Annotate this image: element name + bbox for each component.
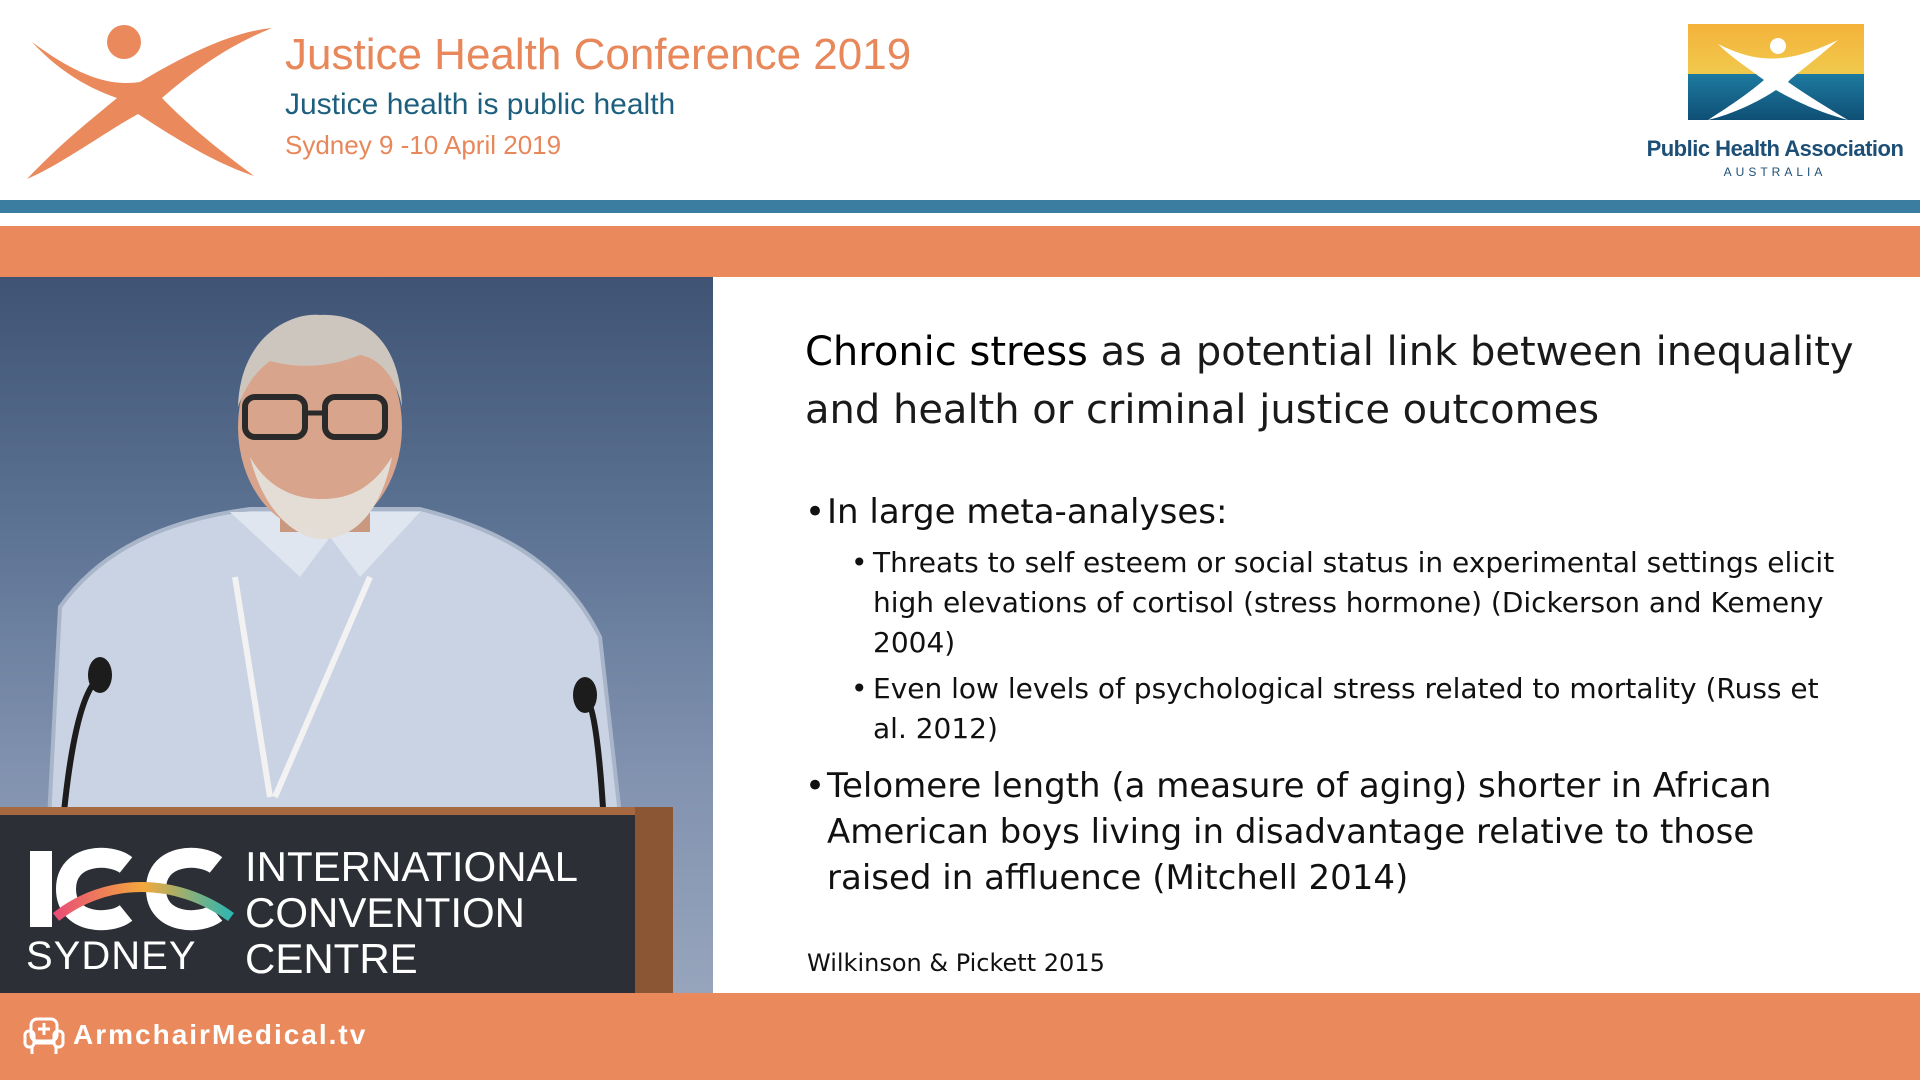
pha-logo-icon: [1688, 24, 1864, 126]
pha-country: AUSTRALIA: [1723, 165, 1827, 179]
armchair-icon: [22, 1013, 66, 1057]
venue-city: SYDNEY: [26, 934, 197, 978]
podium-side: [635, 807, 673, 993]
slide-title-emphasis: Chronic stress: [805, 329, 1088, 375]
conference-title: Justice Health Conference 2019: [285, 30, 912, 79]
slide-bullet: [805, 489, 1805, 535]
bullet-dot-icon: •: [805, 766, 826, 806]
header-divider-gap: [0, 213, 1920, 226]
pha-name: Public Health Association: [1646, 136, 1904, 161]
slide-sub-bullet-text: Even low levels of psychological stress related to mortality (Russ et al. 2012): [873, 672, 1819, 745]
slide-bullet: [805, 763, 1805, 901]
slide-title-rest: as a potential link between inequality and health or criminal justice outcomes: [805, 329, 1854, 433]
bullet-dot-icon: •: [805, 492, 826, 532]
conference-figure-logo-icon: [22, 24, 312, 184]
presentation-slide: [713, 277, 1920, 993]
venue-name-line1: INTERNATIONAL: [245, 843, 578, 890]
header-divider-orange: [0, 226, 1920, 277]
header-divider-blue: [0, 200, 1920, 213]
bullet-dot-icon: •: [851, 546, 868, 579]
speaker-video: [0, 277, 713, 993]
slide-sub-bullet: [851, 669, 1851, 749]
footer-bar: [0, 993, 1920, 1080]
venue-name-line2: CONVENTION: [245, 889, 526, 936]
armchairmedical-brand: ArmchairMedical.tv: [73, 1019, 368, 1050]
bullet-dot-icon: •: [851, 672, 868, 705]
slide-bullet-text: Telomere length (a measure of aging) shorter in African American boys living in disadvantage relative to those raised in affluence (Mitchell 2014): [827, 766, 1772, 898]
conference-date: Sydney 9 -10 April 2019: [285, 130, 562, 160]
slide-sub-bullet-text: Threats to self esteem or social status in experimental settings elicit high elevations of cortisol (stress hormone) (Dickerson and Kemeny 2004): [873, 546, 1835, 659]
slide-citation: Wilkinson & Pickett 2015: [807, 949, 1105, 977]
slide-sub-bullet: [851, 543, 1851, 663]
slide-bullet-text: In large meta-analyses:: [827, 492, 1228, 532]
slide-title: [805, 323, 1865, 439]
venue-name-line3: CENTRE: [245, 935, 418, 982]
icc-logo-icon: [26, 847, 236, 933]
conference-subtitle: Justice health is public health: [285, 88, 676, 121]
conference-header: [0, 0, 1920, 200]
